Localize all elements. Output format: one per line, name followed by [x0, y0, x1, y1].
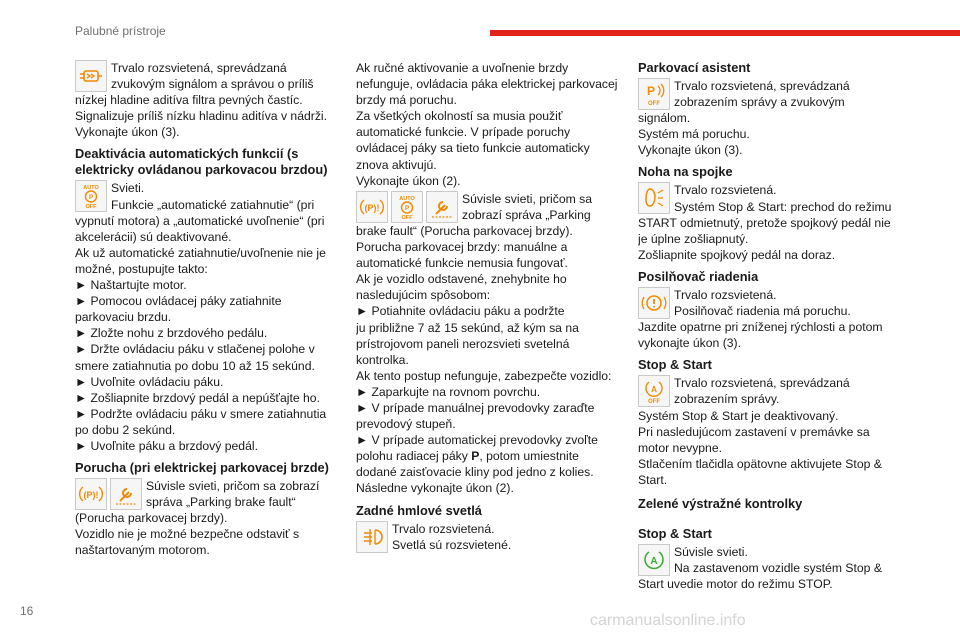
text-line: parkovaciu brzdu.: [75, 310, 172, 325]
text-line: Súvisle svieti, pričom sa: [462, 191, 593, 206]
text-line: ► Zošliapnite brzdový pedál a nepúšťajte ho.: [75, 390, 320, 405]
text-line: dodané zaisťovacie kliny pod jedno z kolies.: [356, 465, 594, 480]
stop-start-off-icon: [638, 375, 670, 407]
brake-fault-full-block: [356, 191, 620, 497]
text-line: prevodový stupeň.: [356, 417, 456, 432]
text-line: Porucha parkovacej brzdy: manuálne a: [356, 240, 568, 255]
text-line: automatické funkcie. V prípade poruchy: [356, 125, 571, 140]
auto-off-parking-icon: [391, 191, 423, 223]
text-line: zobrazením správy a zvukovým signálom.: [638, 95, 845, 126]
text-line: polohu radiacej páky P, potom umiestnite: [356, 449, 579, 464]
text-line: zobrazením správy.: [674, 392, 780, 407]
rear-fog-block: [356, 521, 620, 553]
particle-filter-block: [75, 60, 335, 140]
text-line: ► Podržte ovládaciu páku v smere zatiahnutia: [75, 406, 327, 421]
text-line: ► Potiahnite ovládaciu páku a podržte: [356, 304, 565, 319]
text-line: Posilňovač riadenia má poruchu.: [674, 304, 851, 319]
text-line: START odmietnutý, pretože spojkový pedál nie: [638, 215, 891, 230]
text-line: Vykonajte úkon (3).: [638, 143, 743, 158]
text-line: ► Uvoľnite páku a brzdový pedál.: [75, 438, 258, 453]
text-line: ► Uvoľnite ovládaciu páku.: [75, 374, 224, 389]
auto-off-block: [75, 180, 335, 454]
text-line: ovládacej páky sa tieto funkcie automaticky: [356, 141, 590, 156]
column-3: [638, 60, 900, 592]
text-line: kontrolka.: [356, 352, 409, 367]
steering-block: [638, 287, 900, 351]
stop-start-active-icon: [638, 544, 670, 576]
text-line: Ak tento postup nefunguje, zabezpečte vozidlo:: [356, 368, 612, 383]
svg-text:A: A: [650, 555, 658, 567]
text-line: je úplne zošliapnutý.: [638, 231, 749, 246]
text-line: naštartovaným motorom.: [75, 543, 210, 558]
text-line: ► Pomocou ovládacej páky zatiahnite: [75, 294, 282, 309]
text-line: (Porucha parkovacej brzdy).: [75, 511, 228, 526]
text-line: nasledujúcim spôsobom:: [356, 288, 491, 303]
header-accent-bar: [490, 30, 960, 36]
text-line: ju približne 7 až 15 sekúnd, až kým sa na: [356, 320, 579, 335]
icon-text: OFF: [85, 204, 97, 210]
svg-text:P: P: [404, 204, 410, 212]
text-line: Jazdite opatrne pri zníženej rýchlosti a potom: [638, 320, 883, 335]
text-line: Ak je vozidlo odstavené, znehybnite ho: [356, 272, 567, 287]
parking-brake-fault-block: [75, 478, 335, 558]
text-line: ► Naštartujte motor.: [75, 278, 187, 293]
svg-text:AUTO: AUTO: [399, 195, 415, 202]
running-header: Palubné prístroje: [75, 24, 166, 38]
text-line: Vozidlo nie je možné bezpečne odstaviť s: [75, 527, 300, 542]
text-line: Signalizuje príliš nízku hladinu aditíva v nádrži.: [75, 109, 328, 124]
text-line: Súvisle svieti, pričom sa zobrazí: [146, 479, 320, 494]
icon-text: (P)!: [83, 490, 99, 501]
svg-text:OFF: OFF: [648, 399, 660, 405]
text-line: možné, postupujte takto:: [75, 261, 208, 276]
text-line: ► Zaparkujte na rovnom povrchu.: [356, 384, 541, 399]
text-line: automatické funkcie nemusia fungovať.: [356, 256, 568, 271]
svg-text:P: P: [646, 84, 656, 98]
particle-filter-icon: [75, 60, 107, 92]
text-line: akcelerácii) sú deaktivované.: [75, 229, 232, 244]
text-line: Stlačením tlačidla opätovne aktivujete Stop &: [638, 456, 882, 471]
section-heading: Zelené výstražné kontrolky: [638, 495, 803, 511]
svg-text:OFF: OFF: [648, 101, 660, 107]
section-heading: Zadné hmlové svetlá: [356, 502, 482, 518]
text-line: znova aktivujú.: [356, 157, 437, 172]
stop-start-active-block: [638, 544, 900, 592]
text-line: Na zastavenom vozidle systém Stop &: [674, 561, 882, 576]
text-line: ► V prípade automatickej prevodovky zvoľte: [356, 433, 598, 448]
text-line: Za všetkých okolností sa musia použiť: [356, 109, 563, 124]
text-line: vypnutí motora) a „automatické uvoľnenie“ (pri: [75, 213, 325, 228]
page-number: 16: [20, 604, 34, 618]
section-heading: Stop & Start: [638, 525, 712, 541]
text-line: Trvalo rozsvietená.: [674, 183, 777, 198]
section-heading: Stop & Start: [638, 357, 712, 373]
text-line: Zošliapnite spojkový pedál na doraz.: [638, 247, 836, 262]
parking-brake-warning-icon: [75, 478, 107, 510]
lever-fault-block: [356, 60, 620, 189]
text-line: Funkcie „automatické zatiahnutie“ (pri: [111, 197, 315, 212]
section-heading: Parkovací asistent: [638, 60, 751, 75]
service-wrench-icon: [110, 478, 142, 510]
column-1: [75, 60, 335, 559]
park-assist-off-icon: [638, 78, 670, 110]
text-line: Trvalo rozsvietená.: [392, 521, 495, 536]
text-line: Trvalo rozsvietená.: [674, 287, 777, 302]
text-line: brzdy má poruchu.: [356, 93, 457, 108]
text-line: zvukovým signálom a správou o príliš: [111, 77, 314, 92]
text-line: zobrazí správa „Parking: [462, 207, 591, 222]
foot-on-clutch-icon: [638, 182, 670, 214]
text-line: Následne vykonajte úkon (2).: [356, 481, 514, 496]
parking-brake-warning-icon: [356, 191, 388, 223]
text-line: Trvalo rozsvietená, sprevádzaná: [674, 376, 850, 391]
text-line: Trvalo rozsvietená, sprevádzaná: [674, 79, 850, 93]
text-line: Start uvedie motor do režimu STOP.: [638, 577, 833, 592]
steering-warning-icon: [638, 287, 670, 319]
text-line: motor nevypne.: [638, 440, 723, 455]
service-wrench-icon: [426, 191, 458, 223]
text-line: Súvisle svieti.: [674, 544, 748, 559]
auto-off-parking-icon: [75, 180, 107, 212]
text-line: Ak ručné aktivovanie a uvoľnenie brzdy: [356, 61, 569, 75]
section-heading: Posilňovač riadenia: [638, 268, 759, 284]
text-line: prístrojovom paneli nerozsvieti svetelná: [356, 336, 570, 351]
text-line: Systém Stop & Start je deaktivovaný.: [638, 408, 839, 423]
text-line: Vykonajte úkon (3).: [75, 125, 180, 140]
text-line: ► Držte ovládaciu páku v stlačenej polohe v: [75, 342, 315, 357]
text-line: Pri nasledujúcom zastavení v premávke sa: [638, 424, 870, 439]
stop-start-off-block: [638, 375, 900, 488]
text-line: nízkej hladine aditíva filtra pevných častíc.: [75, 93, 303, 108]
section-heading: Noha na spojke: [638, 164, 733, 180]
svg-text:OFF: OFF: [401, 214, 413, 220]
text-line: nefunguje, ovládacia páka elektrickej parkovacej: [356, 77, 618, 92]
svg-text:P: P: [88, 194, 94, 202]
text-line: Systém má poruchu.: [638, 127, 750, 142]
text-line: Systém Stop & Start: prechod do režimu: [674, 199, 892, 214]
text-line: Ak už automatické zatiahnutie/uvoľnenie nie je: [75, 245, 326, 260]
column-2: [356, 60, 620, 553]
text-line: ► V prípade manuálnej prevodovky zaraďte: [356, 400, 595, 415]
rear-fog-light-icon: [356, 521, 388, 553]
clutch-block: [638, 182, 900, 262]
section-heading: Deaktivácia automatických funkcií (s elektricky ovládanou parkovacou brzdou): [75, 146, 328, 178]
icon-text: AUTO: [83, 185, 99, 192]
park-assist-block: [638, 78, 900, 158]
text-line: Trvalo rozsvietená, sprevádzaná: [111, 61, 287, 75]
text-line: po dobu 2 sekúnd.: [75, 422, 176, 437]
text-line: Start.: [638, 472, 668, 487]
text-line: Vykonajte úkon (2).: [356, 173, 461, 188]
svg-text:A: A: [651, 385, 657, 395]
text-line: Svetlá sú rozsvietené.: [392, 537, 512, 552]
svg-text:(P)!: (P)!: [364, 202, 380, 213]
text-line: brake fault“ (Porucha parkovacej brzdy).: [356, 223, 573, 238]
watermark: carmanualsonline.info: [590, 612, 746, 629]
text-line: smere zatiahnutia po dobu 10 až 15 sekúnd.: [75, 358, 315, 373]
text-line: Svieti.: [111, 181, 145, 196]
text-line: ► Zložte nohu z brzdového pedálu.: [75, 326, 268, 341]
text-line: správa „Parking brake fault“: [146, 495, 296, 510]
text-line: vykonajte úkon (3).: [638, 336, 741, 351]
section-heading: Porucha (pri elektrickej parkovacej brzde): [75, 460, 329, 476]
